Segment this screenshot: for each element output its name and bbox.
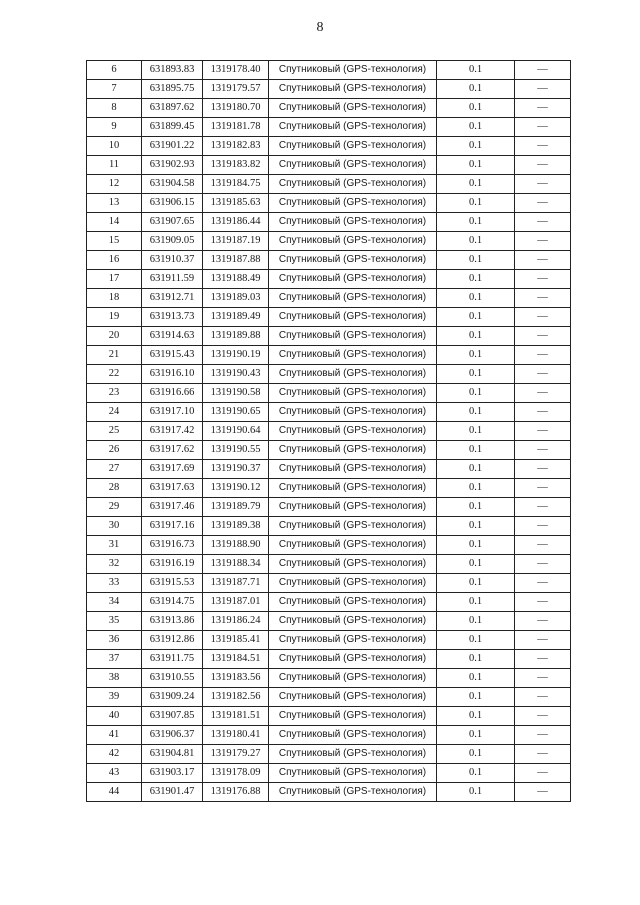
method-cell: Спутниковый (GPS-технология) (269, 460, 437, 479)
point-number-cell: 9 (87, 118, 142, 137)
accuracy-cell: 0.1 (437, 707, 515, 726)
y-coordinate-cell: 1319188.49 (203, 270, 269, 289)
x-coordinate-cell: 631902.93 (142, 156, 203, 175)
x-coordinate-cell: 631897.62 (142, 99, 203, 118)
accuracy-cell: 0.1 (437, 783, 515, 802)
method-cell: Спутниковый (GPS-технология) (269, 479, 437, 498)
accuracy-cell: 0.1 (437, 764, 515, 783)
x-coordinate-cell: 631904.81 (142, 745, 203, 764)
description-cell: — (515, 156, 571, 175)
x-coordinate-cell: 631907.65 (142, 213, 203, 232)
description-cell: — (515, 517, 571, 536)
description-cell: — (515, 745, 571, 764)
point-number-cell: 43 (87, 764, 142, 783)
accuracy-cell: 0.1 (437, 612, 515, 631)
table-row (87, 270, 571, 289)
accuracy-cell: 0.1 (437, 650, 515, 669)
y-coordinate-cell: 1319183.82 (203, 156, 269, 175)
description-cell: — (515, 726, 571, 745)
x-coordinate-cell: 631917.46 (142, 498, 203, 517)
table-row (87, 745, 571, 764)
accuracy-cell: 0.1 (437, 669, 515, 688)
table-row (87, 61, 571, 80)
description-cell: — (515, 194, 571, 213)
description-cell: — (515, 764, 571, 783)
description-cell: — (515, 612, 571, 631)
table-row (87, 650, 571, 669)
table-row (87, 669, 571, 688)
y-coordinate-cell: 1319181.78 (203, 118, 269, 137)
table-row (87, 384, 571, 403)
point-number-cell: 18 (87, 289, 142, 308)
table-row (87, 498, 571, 517)
method-cell: Спутниковый (GPS-технология) (269, 308, 437, 327)
table-row (87, 156, 571, 175)
method-cell: Спутниковый (GPS-технология) (269, 536, 437, 555)
table-row (87, 536, 571, 555)
method-cell: Спутниковый (GPS-технология) (269, 612, 437, 631)
y-coordinate-cell: 1319179.57 (203, 80, 269, 99)
coordinates-table-body (87, 61, 571, 802)
point-number-cell: 27 (87, 460, 142, 479)
accuracy-cell: 0.1 (437, 593, 515, 612)
table-row (87, 517, 571, 536)
accuracy-cell: 0.1 (437, 460, 515, 479)
description-cell: — (515, 289, 571, 308)
method-cell: Спутниковый (GPS-технология) (269, 669, 437, 688)
point-number-cell: 32 (87, 555, 142, 574)
y-coordinate-cell: 1319190.19 (203, 346, 269, 365)
x-coordinate-cell: 631917.63 (142, 479, 203, 498)
description-cell: — (515, 99, 571, 118)
x-coordinate-cell: 631909.05 (142, 232, 203, 251)
accuracy-cell: 0.1 (437, 726, 515, 745)
y-coordinate-cell: 1319189.49 (203, 308, 269, 327)
accuracy-cell: 0.1 (437, 403, 515, 422)
table-row (87, 251, 571, 270)
description-cell: — (515, 631, 571, 650)
description-cell: — (515, 365, 571, 384)
x-coordinate-cell: 631917.16 (142, 517, 203, 536)
y-coordinate-cell: 1319180.70 (203, 99, 269, 118)
x-coordinate-cell: 631912.86 (142, 631, 203, 650)
y-coordinate-cell: 1319190.12 (203, 479, 269, 498)
method-cell: Спутниковый (GPS-технология) (269, 194, 437, 213)
x-coordinate-cell: 631916.19 (142, 555, 203, 574)
y-coordinate-cell: 1319180.41 (203, 726, 269, 745)
method-cell: Спутниковый (GPS-технология) (269, 631, 437, 650)
accuracy-cell: 0.1 (437, 194, 515, 213)
accuracy-cell: 0.1 (437, 498, 515, 517)
table-row (87, 555, 571, 574)
description-cell: — (515, 61, 571, 80)
coordinates-table (86, 60, 571, 802)
point-number-cell: 34 (87, 593, 142, 612)
y-coordinate-cell: 1319182.56 (203, 688, 269, 707)
point-number-cell: 14 (87, 213, 142, 232)
method-cell: Спутниковый (GPS-технология) (269, 251, 437, 270)
x-coordinate-cell: 631909.24 (142, 688, 203, 707)
method-cell: Спутниковый (GPS-технология) (269, 175, 437, 194)
description-cell: — (515, 536, 571, 555)
point-number-cell: 16 (87, 251, 142, 270)
description-cell: — (515, 80, 571, 99)
y-coordinate-cell: 1319187.19 (203, 232, 269, 251)
method-cell: Спутниковый (GPS-технология) (269, 61, 437, 80)
point-number-cell: 8 (87, 99, 142, 118)
y-coordinate-cell: 1319188.34 (203, 555, 269, 574)
y-coordinate-cell: 1319178.09 (203, 764, 269, 783)
y-coordinate-cell: 1319186.24 (203, 612, 269, 631)
method-cell: Спутниковый (GPS-технология) (269, 156, 437, 175)
description-cell: — (515, 688, 571, 707)
table-row (87, 118, 571, 137)
y-coordinate-cell: 1319182.83 (203, 137, 269, 156)
x-coordinate-cell: 631901.47 (142, 783, 203, 802)
point-number-cell: 20 (87, 327, 142, 346)
y-coordinate-cell: 1319190.37 (203, 460, 269, 479)
y-coordinate-cell: 1319185.41 (203, 631, 269, 650)
accuracy-cell: 0.1 (437, 327, 515, 346)
y-coordinate-cell: 1319176.88 (203, 783, 269, 802)
accuracy-cell: 0.1 (437, 118, 515, 137)
description-cell: — (515, 251, 571, 270)
y-coordinate-cell: 1319187.01 (203, 593, 269, 612)
point-number-cell: 28 (87, 479, 142, 498)
accuracy-cell: 0.1 (437, 232, 515, 251)
x-coordinate-cell: 631917.10 (142, 403, 203, 422)
y-coordinate-cell: 1319184.51 (203, 650, 269, 669)
y-coordinate-cell: 1319183.56 (203, 669, 269, 688)
y-coordinate-cell: 1319187.71 (203, 574, 269, 593)
point-number-cell: 12 (87, 175, 142, 194)
accuracy-cell: 0.1 (437, 80, 515, 99)
point-number-cell: 10 (87, 137, 142, 156)
description-cell: — (515, 137, 571, 156)
description-cell: — (515, 403, 571, 422)
description-cell: — (515, 213, 571, 232)
method-cell: Спутниковый (GPS-технология) (269, 441, 437, 460)
accuracy-cell: 0.1 (437, 308, 515, 327)
point-number-cell: 26 (87, 441, 142, 460)
y-coordinate-cell: 1319188.90 (203, 536, 269, 555)
y-coordinate-cell: 1319178.40 (203, 61, 269, 80)
x-coordinate-cell: 631910.37 (142, 251, 203, 270)
y-coordinate-cell: 1319186.44 (203, 213, 269, 232)
table-row (87, 194, 571, 213)
table-row (87, 99, 571, 118)
method-cell: Спутниковый (GPS-технология) (269, 232, 437, 251)
method-cell: Спутниковый (GPS-технология) (269, 764, 437, 783)
y-coordinate-cell: 1319189.88 (203, 327, 269, 346)
x-coordinate-cell: 631906.15 (142, 194, 203, 213)
accuracy-cell: 0.1 (437, 61, 515, 80)
point-number-cell: 11 (87, 156, 142, 175)
description-cell: — (515, 555, 571, 574)
accuracy-cell: 0.1 (437, 479, 515, 498)
accuracy-cell: 0.1 (437, 536, 515, 555)
x-coordinate-cell: 631903.17 (142, 764, 203, 783)
accuracy-cell: 0.1 (437, 156, 515, 175)
x-coordinate-cell: 631916.73 (142, 536, 203, 555)
method-cell: Спутниковый (GPS-технология) (269, 289, 437, 308)
point-number-cell: 38 (87, 669, 142, 688)
y-coordinate-cell: 1319179.27 (203, 745, 269, 764)
table-row (87, 327, 571, 346)
page-number: 8 (316, 20, 324, 35)
y-coordinate-cell: 1319190.55 (203, 441, 269, 460)
table-row (87, 460, 571, 479)
point-number-cell: 17 (87, 270, 142, 289)
point-number-cell: 41 (87, 726, 142, 745)
x-coordinate-cell: 631910.55 (142, 669, 203, 688)
point-number-cell: 44 (87, 783, 142, 802)
table-row (87, 365, 571, 384)
method-cell: Спутниковый (GPS-технология) (269, 365, 437, 384)
method-cell: Спутниковый (GPS-технология) (269, 688, 437, 707)
point-number-cell: 33 (87, 574, 142, 593)
y-coordinate-cell: 1319184.75 (203, 175, 269, 194)
description-cell: — (515, 783, 571, 802)
point-number-cell: 21 (87, 346, 142, 365)
x-coordinate-cell: 631911.59 (142, 270, 203, 289)
y-coordinate-cell: 1319189.38 (203, 517, 269, 536)
description-cell: — (515, 498, 571, 517)
method-cell: Спутниковый (GPS-технология) (269, 498, 437, 517)
table-row (87, 422, 571, 441)
method-cell: Спутниковый (GPS-технология) (269, 327, 437, 346)
table-row (87, 403, 571, 422)
point-number-cell: 13 (87, 194, 142, 213)
table-row (87, 175, 571, 194)
description-cell: — (515, 593, 571, 612)
accuracy-cell: 0.1 (437, 517, 515, 536)
accuracy-cell: 0.1 (437, 289, 515, 308)
method-cell: Спутниковый (GPS-технология) (269, 650, 437, 669)
table-row (87, 574, 571, 593)
table-row (87, 688, 571, 707)
description-cell: — (515, 441, 571, 460)
y-coordinate-cell: 1319190.58 (203, 384, 269, 403)
x-coordinate-cell: 631899.45 (142, 118, 203, 137)
method-cell: Спутниковый (GPS-технология) (269, 726, 437, 745)
accuracy-cell: 0.1 (437, 631, 515, 650)
description-cell: — (515, 574, 571, 593)
table-row (87, 764, 571, 783)
description-cell: — (515, 479, 571, 498)
x-coordinate-cell: 631914.75 (142, 593, 203, 612)
x-coordinate-cell: 631913.86 (142, 612, 203, 631)
method-cell: Спутниковый (GPS-технология) (269, 384, 437, 403)
x-coordinate-cell: 631914.63 (142, 327, 203, 346)
description-cell: — (515, 270, 571, 289)
y-coordinate-cell: 1319181.51 (203, 707, 269, 726)
accuracy-cell: 0.1 (437, 555, 515, 574)
x-coordinate-cell: 631913.73 (142, 308, 203, 327)
point-number-cell: 25 (87, 422, 142, 441)
accuracy-cell: 0.1 (437, 175, 515, 194)
point-number-cell: 42 (87, 745, 142, 764)
table-row (87, 346, 571, 365)
x-coordinate-cell: 631912.71 (142, 289, 203, 308)
description-cell: — (515, 650, 571, 669)
table-row (87, 783, 571, 802)
table-row (87, 232, 571, 251)
method-cell: Спутниковый (GPS-технология) (269, 80, 437, 99)
accuracy-cell: 0.1 (437, 441, 515, 460)
description-cell: — (515, 346, 571, 365)
point-number-cell: 15 (87, 232, 142, 251)
method-cell: Спутниковый (GPS-технология) (269, 707, 437, 726)
y-coordinate-cell: 1319190.43 (203, 365, 269, 384)
accuracy-cell: 0.1 (437, 137, 515, 156)
description-cell: — (515, 707, 571, 726)
point-number-cell: 6 (87, 61, 142, 80)
table-row (87, 213, 571, 232)
x-coordinate-cell: 631916.66 (142, 384, 203, 403)
description-cell: — (515, 422, 571, 441)
description-cell: — (515, 175, 571, 194)
point-number-cell: 24 (87, 403, 142, 422)
accuracy-cell: 0.1 (437, 688, 515, 707)
table-row (87, 289, 571, 308)
x-coordinate-cell: 631917.42 (142, 422, 203, 441)
y-coordinate-cell: 1319187.88 (203, 251, 269, 270)
x-coordinate-cell: 631907.85 (142, 707, 203, 726)
y-coordinate-cell: 1319185.63 (203, 194, 269, 213)
x-coordinate-cell: 631916.10 (142, 365, 203, 384)
description-cell: — (515, 118, 571, 137)
method-cell: Спутниковый (GPS-технология) (269, 213, 437, 232)
y-coordinate-cell: 1319189.79 (203, 498, 269, 517)
accuracy-cell: 0.1 (437, 384, 515, 403)
table-row (87, 726, 571, 745)
x-coordinate-cell: 631911.75 (142, 650, 203, 669)
description-cell: — (515, 460, 571, 479)
method-cell: Спутниковый (GPS-технология) (269, 783, 437, 802)
table-row (87, 631, 571, 650)
accuracy-cell: 0.1 (437, 745, 515, 764)
description-cell: — (515, 327, 571, 346)
description-cell: — (515, 669, 571, 688)
table-row (87, 441, 571, 460)
method-cell: Спутниковый (GPS-технология) (269, 270, 437, 289)
x-coordinate-cell: 631915.43 (142, 346, 203, 365)
x-coordinate-cell: 631893.83 (142, 61, 203, 80)
point-number-cell: 35 (87, 612, 142, 631)
method-cell: Спутниковый (GPS-технология) (269, 118, 437, 137)
point-number-cell: 29 (87, 498, 142, 517)
point-number-cell: 7 (87, 80, 142, 99)
table-row (87, 308, 571, 327)
description-cell: — (515, 308, 571, 327)
accuracy-cell: 0.1 (437, 574, 515, 593)
accuracy-cell: 0.1 (437, 251, 515, 270)
table-row (87, 707, 571, 726)
point-number-cell: 30 (87, 517, 142, 536)
point-number-cell: 36 (87, 631, 142, 650)
point-number-cell: 22 (87, 365, 142, 384)
y-coordinate-cell: 1319190.64 (203, 422, 269, 441)
table-row (87, 80, 571, 99)
method-cell: Спутниковый (GPS-технология) (269, 403, 437, 422)
description-cell: — (515, 384, 571, 403)
method-cell: Спутниковый (GPS-технология) (269, 99, 437, 118)
y-coordinate-cell: 1319189.03 (203, 289, 269, 308)
accuracy-cell: 0.1 (437, 270, 515, 289)
table-row (87, 593, 571, 612)
method-cell: Спутниковый (GPS-технология) (269, 137, 437, 156)
point-number-cell: 23 (87, 384, 142, 403)
method-cell: Спутниковый (GPS-технология) (269, 517, 437, 536)
table-row (87, 137, 571, 156)
method-cell: Спутниковый (GPS-технология) (269, 745, 437, 764)
x-coordinate-cell: 631915.53 (142, 574, 203, 593)
method-cell: Спутниковый (GPS-технология) (269, 346, 437, 365)
x-coordinate-cell: 631901.22 (142, 137, 203, 156)
table-row (87, 612, 571, 631)
point-number-cell: 40 (87, 707, 142, 726)
method-cell: Спутниковый (GPS-технология) (269, 422, 437, 441)
description-cell: — (515, 232, 571, 251)
accuracy-cell: 0.1 (437, 99, 515, 118)
method-cell: Спутниковый (GPS-технология) (269, 574, 437, 593)
accuracy-cell: 0.1 (437, 422, 515, 441)
x-coordinate-cell: 631895.75 (142, 80, 203, 99)
point-number-cell: 37 (87, 650, 142, 669)
accuracy-cell: 0.1 (437, 346, 515, 365)
accuracy-cell: 0.1 (437, 365, 515, 384)
point-number-cell: 19 (87, 308, 142, 327)
x-coordinate-cell: 631906.37 (142, 726, 203, 745)
method-cell: Спутниковый (GPS-технология) (269, 555, 437, 574)
accuracy-cell: 0.1 (437, 213, 515, 232)
point-number-cell: 39 (87, 688, 142, 707)
point-number-cell: 31 (87, 536, 142, 555)
table-row (87, 479, 571, 498)
y-coordinate-cell: 1319190.65 (203, 403, 269, 422)
method-cell: Спутниковый (GPS-технология) (269, 593, 437, 612)
x-coordinate-cell: 631917.69 (142, 460, 203, 479)
x-coordinate-cell: 631904.58 (142, 175, 203, 194)
x-coordinate-cell: 631917.62 (142, 441, 203, 460)
